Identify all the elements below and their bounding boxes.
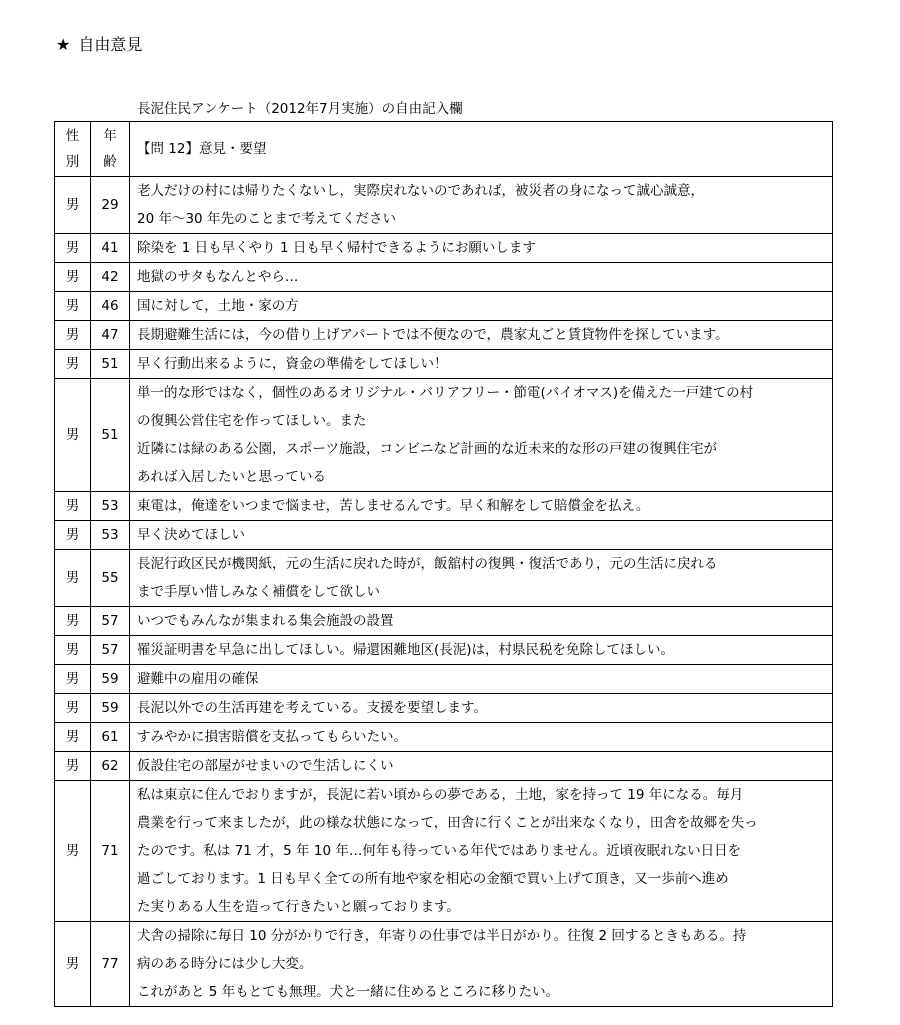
respondent-age: 51 [91,379,130,492]
header-comment: 【問 12】意見・要望 [130,122,833,177]
table-row [55,781,833,922]
respondent-age: 59 [91,694,130,723]
comment-line: いつでもみんなが集まれる集会施設の設置 [137,613,394,629]
comment-line: 20 年～30 年先のことまで考えてください [137,211,396,227]
section-heading-text: 自由意見 [78,35,143,54]
comment-line: すみやかに損害賠償を支払ってもらいたい。 [137,729,407,745]
respondent-sex: 男 [55,521,91,550]
respondent-sex: 男 [55,263,91,292]
comment-line: 病のある時分には少し大変。 [137,956,313,972]
respondent-sex: 男 [55,379,91,492]
respondent-age: 57 [91,607,130,636]
respondent-comment [130,694,833,723]
header-sex: 性 別 [55,122,91,177]
comment-line: まで手厚い惜しみなく補償をして欲しい [137,584,380,600]
respondent-comment [130,234,833,263]
respondent-age: 55 [91,550,130,607]
respondent-comment [130,665,833,694]
survey-table [54,121,833,1007]
respondent-age: 57 [91,636,130,665]
respondent-sex: 男 [55,321,91,350]
comment-line: 仮設住宅の部屋がせまいので生活しにくい [137,758,394,774]
table-row [55,379,833,492]
respondent-age: 59 [91,665,130,694]
table-row [55,550,833,607]
respondent-age: 46 [91,292,130,321]
table-row [55,694,833,723]
table-row [55,665,833,694]
table-row [55,492,833,521]
respondent-sex: 男 [55,723,91,752]
respondent-sex: 男 [55,177,91,234]
respondent-sex: 男 [55,781,91,922]
comment-line: 早く決めてほしい [137,527,245,543]
respondent-sex: 男 [55,922,91,1007]
respondent-comment [130,292,833,321]
respondent-sex: 男 [55,636,91,665]
table-row [55,521,833,550]
respondent-comment [130,263,833,292]
comment-line: た実りある人生を造って行きたいと願っております。 [137,899,460,915]
respondent-sex: 男 [55,694,91,723]
table-row [55,607,833,636]
table-row [55,292,833,321]
respondent-comment [130,636,833,665]
comment-line: 長泥行政区民が機関紙，元の生活に戻れた時が，飯舘村の復興・復活であり，元の生活に戻れる [137,556,718,572]
comment-line: 農業を行って来ましたが，此の様な状態になって，田舎に行くことが出来なくなり，田舎を故郷を失っ [137,815,758,831]
respondent-comment [130,723,833,752]
respondent-sex: 男 [55,752,91,781]
respondent-comment [130,607,833,636]
respondent-comment [130,521,833,550]
respondent-comment [130,350,833,379]
respondent-sex: 男 [55,550,91,607]
respondent-age: 71 [91,781,130,922]
respondent-age: 47 [91,321,130,350]
respondent-sex: 男 [55,292,91,321]
table-caption: 長泥住民アンケート（2012年7月実施）の自由記入欄 [137,101,463,117]
comment-line: 過ごしております。1 日も早く全ての所有地や家を相応の金額で買い上げて頂き，又一歩前へ進め [137,871,729,887]
respondent-age: 61 [91,723,130,752]
table-row [55,350,833,379]
table-row [55,752,833,781]
comment-line: 単一的な形ではなく，個性のあるオリジナル・バリアフリー・節電(バイオマス)を備えた一戸建ての村 [137,385,754,401]
respondent-sex: 男 [55,665,91,694]
respondent-sex: 男 [55,234,91,263]
respondent-comment [130,922,833,1007]
table-body [55,177,833,1007]
table-row [55,234,833,263]
table-row [55,321,833,350]
respondent-sex: 男 [55,350,91,379]
respondent-sex: 男 [55,492,91,521]
table-row [55,177,833,234]
table-row [55,922,833,1007]
header-age: 年 齢 [91,122,130,177]
respondent-comment [130,550,833,607]
respondent-age: 53 [91,521,130,550]
comment-line: 国に対して，土地・家の方 [137,298,299,314]
respondent-comment [130,492,833,521]
comment-line: 地獄のサタもなんとやら… [137,269,299,285]
comment-line: 犬舎の掃除に毎日 10 分がかりで行き，年寄りの仕事では半日がかり。往復 2 回するときもある。持 [137,928,747,944]
respondent-age: 42 [91,263,130,292]
comment-line: の復興公営住宅を作ってほしい。また [137,413,367,429]
respondent-age: 51 [91,350,130,379]
table-row [55,636,833,665]
respondent-sex: 男 [55,607,91,636]
comment-line: 近隣には緑のある公園，スポーツ施設，コンビニなど計画的な近未来的な形の戸建の復興住宅が [137,441,717,457]
comment-line: 除染を 1 日も早くやり 1 日も早く帰村できるようにお願いします [137,240,536,256]
comment-line: 東電は，俺達をいつまで悩ませ，苦しませるんです。早く和解をして賠償金を払え。 [137,498,650,514]
respondent-age: 41 [91,234,130,263]
respondent-comment [130,177,833,234]
respondent-comment [130,781,833,922]
comment-line: これがあと 5 年もとても無理。犬と一緒に住めるところに移りたい。 [137,984,560,1000]
respondent-comment [130,752,833,781]
comment-line: あれば入居したいと思っている [137,469,326,485]
comment-line: 長泥以外での生活再建を考えている。支援を要望します。 [137,700,487,716]
respondent-age: 77 [91,922,130,1007]
comment-line: 私は東京に住んでおりますが，長泥に若い頃からの夢である，土地，家を持って 19 年になる。毎月 [137,787,744,803]
respondent-age: 29 [91,177,130,234]
section-heading [56,34,142,56]
respondent-age: 53 [91,492,130,521]
comment-line: たのです。私は 71 才，5 年 10 年…何年も待っている年代ではありません。近頃夜眠れない日日を [137,843,742,859]
respondent-comment [130,321,833,350]
comment-line: 避難中の雇用の確保 [137,671,259,687]
table-header-row [55,122,833,177]
comment-line: 罹災証明書を早急に出してほしい。帰還困難地区(長泥)は，村県民税を免除してほしい。 [137,642,675,658]
comment-line: 老人だけの村には帰りたくないし，実際戻れないのであれば，被災者の身になって誠心誠意， [137,183,704,199]
respondent-comment [130,379,833,492]
table-row [55,263,833,292]
comment-line: 長期避難生活には，今の借り上げアパートでは不便なので，農家丸ごと賃貸物件を探しています。 [137,327,729,343]
table-row [55,723,833,752]
respondent-age: 62 [91,752,130,781]
comment-line: 早く行動出来るように，資金の準備をしてほしい！ [137,356,448,372]
star-icon: ★ [56,35,71,54]
